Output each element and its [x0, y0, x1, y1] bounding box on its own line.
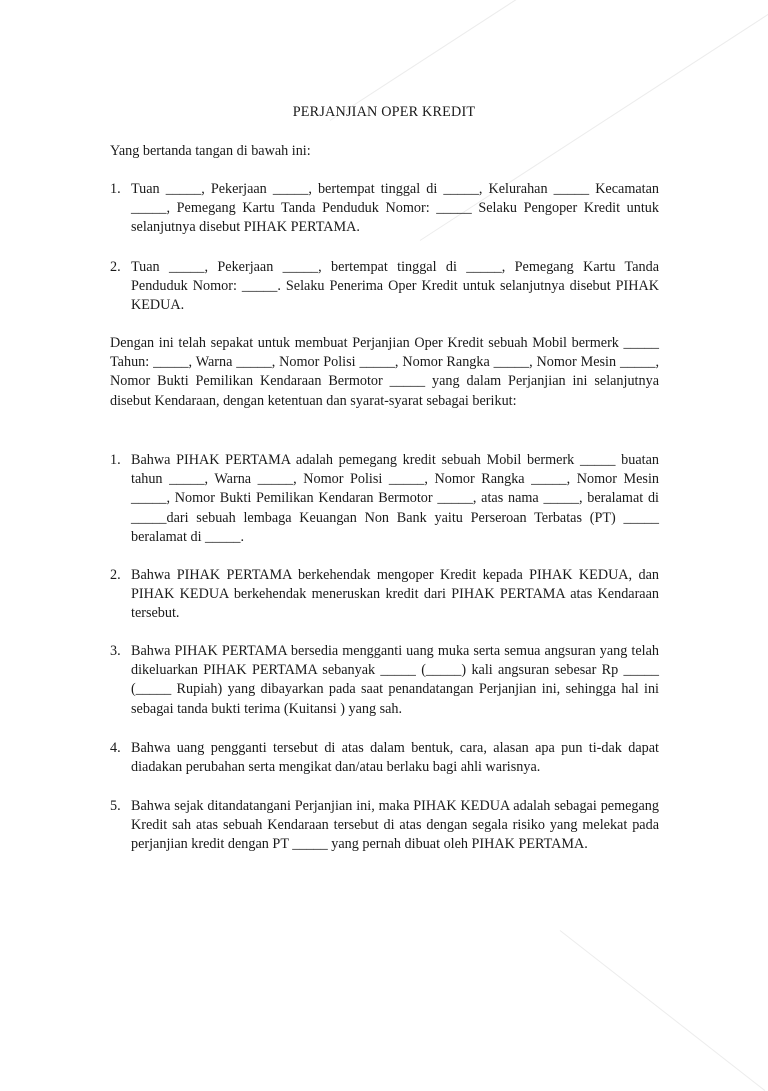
clause-item — [110, 739, 659, 777]
agreement-paragraph: Dengan ini telah sepakat untuk membuat Perjanjian Oper Kredit sebuah Mobil bermerk _____ Tahun: _____, Warna _____, Nomor Polisi _____, Nomor Rangka _____, Nomor Mesin _____, Nomor Bukti Pemilikan Kendaraan Bermotor _____ yang dalam Perjanjian ini selanjutnya disebut Kendaraan, dengan ketentuan dan syarat-syarat sebagai berikut: — [110, 335, 659, 409]
clause-number: 2. — [110, 567, 121, 583]
clause-number: 3. — [110, 643, 121, 659]
clause-text: Bahwa sejak ditandatangani Perjanjian ini, maka PIHAK KEDUA adalah sebagai pemegang Kredit sah atas sebuah Kendaraan tersebut di atas dengan segala risiko yang melekat pada perjanjian kredit dengan PT _____ yang pernah dibuat oleh PIHAK PERTAMA. — [131, 798, 659, 853]
clause-text: Bahwa uang pengganti tersebut di atas dalam bentuk, cara, alasan apa pun ti-dak dapat diadakan perubahan serta mengikat dan/atau berlaku bagi ahli warisnya. — [131, 740, 659, 776]
clause-item — [110, 642, 659, 719]
background-decoration-line — [560, 930, 765, 1091]
party-text: Tuan _____, Pekerjaan _____, bertempat tinggal di _____, Kelurahan _____ Kecamatan _____, Pemegang Kartu Tanda Penduduk Nomor: _____ Selaku Pengoper Kredit untuk selanjutnya disebut PIHAK PERTAMA. — [131, 181, 659, 236]
party-number: 2. — [110, 259, 121, 275]
clause-text: Bahwa PIHAK PERTAMA adalah pemegang kredit sebuah Mobil bermerk _____ buatan tahun _____, Warna _____, Nomor Polisi _____, Nomor Rangka _____, Nomor Mesin _____, Nomor Bukti Pemilikan Kendaran Bermotor _____, atas nama _____, beralamat di _____dari sebuah lembaga Keuangan Non Bank yaitu Perseroan Terbatas (PT) _____ beralamat di _____. — [131, 452, 659, 545]
clause-item — [110, 797, 659, 855]
document-title: PERJANJIAN OPER KREDIT — [292, 104, 476, 120]
clause-text: Bahwa PIHAK PERTAMA bersedia mengganti uang muka serta semua angsuran yang telah dikeluarkan PIHAK PERTAMA sebanyak _____ (_____) kali angsuran sebesar Rp _____ (_____ Rupiah) yang dibayarkan pada saat penandatangan Perjanjian ini, sehingga hal ini sebagai tanda bukti terima (Kuitansi ) yang sah. — [131, 643, 659, 717]
party-item — [110, 258, 659, 316]
opening-line: Yang bertanda tangan di bawah ini: — [110, 143, 311, 159]
clause-number: 5. — [110, 798, 121, 814]
clause-number: 4. — [110, 740, 121, 756]
party-item — [110, 180, 659, 238]
clause-number: 1. — [110, 452, 121, 468]
party-text: Tuan _____, Pekerjaan _____, bertempat tinggal di _____, Pemegang Kartu Tanda Penduduk Nomor: _____. Selaku Penerima Oper Kredit untuk selanjutnya disebut PIHAK KEDUA. — [131, 259, 659, 314]
clause-text: Bahwa PIHAK PERTAMA berkehendak mengoper Kredit kepada PIHAK KEDUA, dan PIHAK KEDUA berkehendak meneruskan kredit dari PIHAK PERTAMA atas Kendaraan tersebut. — [131, 567, 659, 622]
party-number: 1. — [110, 181, 121, 197]
clause-item — [110, 566, 659, 624]
clause-item — [110, 451, 659, 547]
